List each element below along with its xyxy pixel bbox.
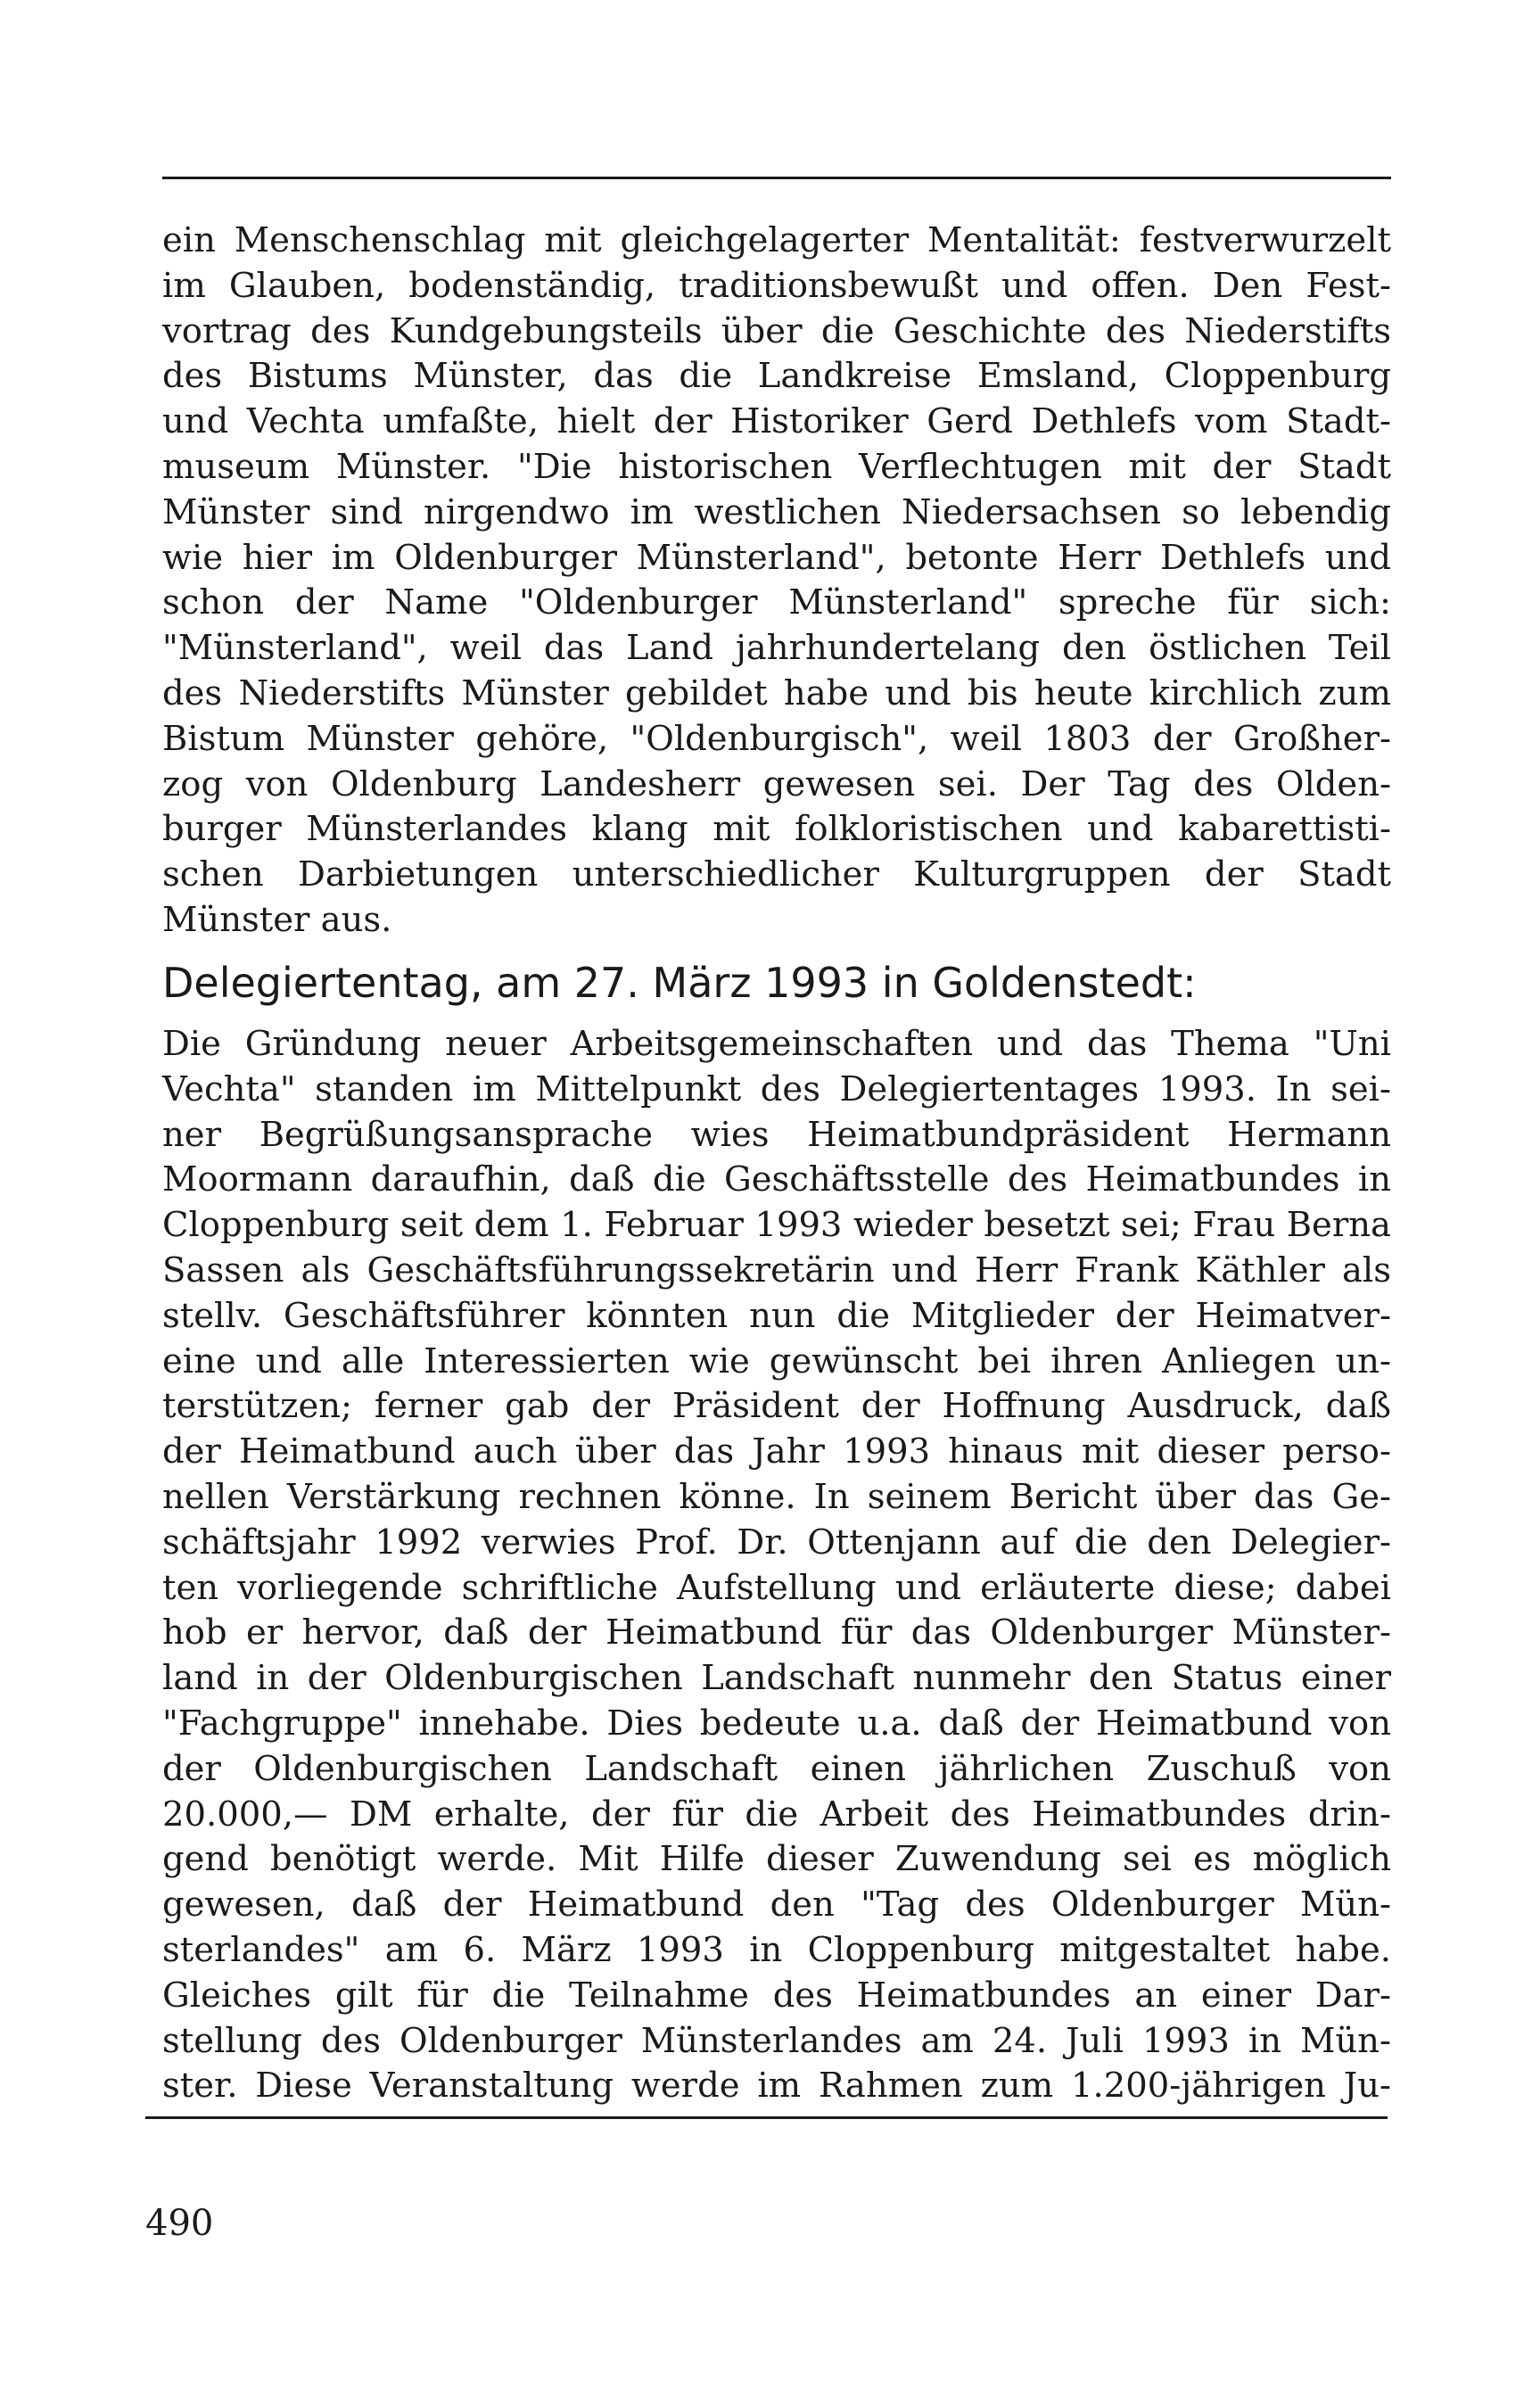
text-line: Cloppenburg seit dem 1. Februar 1993 wieder besetzt sei; Frau Berna [162,1205,1391,1246]
text-line: stellung des Oldenburger Münsterlandes am 24. Juli 1993 in Mün- [162,2020,1391,2061]
paragraph-2 [162,1022,1391,2109]
text-line: der Heimatbund auch über das Jahr 1993 hinaus mit dieser perso- [162,1431,1391,1472]
text-line: ster. Diese Veranstaltung werde im Rahmen zum 1.200-jährigen Ju- [162,2066,1391,2107]
text-line: vortrag des Kundgebungsteils über die Geschichte des Niederstifts [162,310,1391,351]
text-line: Die Gründung neuer Arbeitsgemeinschaften und das Thema "Uni [162,1024,1391,1064]
text-line: Bistum Münster gehöre, "Oldenburgisch", weil 1803 der Großher- [162,718,1391,759]
bottom-rule [145,2116,1388,2119]
text-line: wie hier im Oldenburger Münsterland", betonte Herr Dethlefs und [162,537,1391,578]
text-line: eine und alle Interessierten wie gewünscht bei ihren Anliegen un- [162,1340,1391,1381]
text-line: terstützen; ferner gab der Präsident der Hoffnung Ausdruck, daß [162,1386,1391,1427]
text-line: Gleiches gilt für die Teilnahme des Heimatbundes an einer Dar- [162,1975,1391,2016]
text-line: museum Münster. "Die historischen Verflechtugen mit der Stadt [162,446,1391,487]
text-line: ner Begrüßungsansprache wies Heimatbundpräsident Hermann [162,1114,1391,1155]
page-number: 490 [145,2203,214,2244]
text-line: der Oldenburgischen Landschaft einen jährlichen Zuschuß von [162,1748,1391,1789]
text-line: burger Münsterlandes klang mit folkloristischen und kabarettisti- [162,809,1391,850]
text-line: des Niederstifts Münster gebildet habe und bis heute kirchlich zum [162,672,1391,713]
text-line: gend benötigt werde. Mit Hilfe dieser Zuwendung sei es möglich [162,1839,1391,1880]
text-line: Moormann daraufhin, daß die Geschäftsstelle des Heimatbundes in [162,1159,1391,1200]
text-line: und Vechta umfaßte, hielt der Historiker Gerd Dethlefs vom Stadt- [162,401,1391,442]
text-line: land in der Oldenburgischen Landschaft nunmehr den Status einer [162,1658,1391,1699]
text-line: im Glauben, bodenständig, traditionsbewußt und offen. Den Fest- [162,265,1391,306]
text-line: ein Menschenschlag mit gleichgelagerter Mentalität: festverwurzelt [162,220,1391,260]
text-line: schäftsjahr 1992 verwies Prof. Dr. Ottenjann auf die den Delegier- [162,1521,1391,1563]
text-line: Münster sind nirgendwo im westlichen Niedersachsen so lebendig [162,491,1391,532]
text-line: sterlandes" am 6. März 1993 in Cloppenburg mitgestaltet habe. [162,1929,1391,1970]
text-line: gewesen, daß der Heimatbund den "Tag des Oldenburger Mün- [162,1884,1391,1926]
paragraph-1 [162,219,1391,944]
text-line: zog von Oldenburg Landesherr gewesen sei. Der Tag des Olden- [162,763,1391,804]
text-line: hob er hervor, daß der Heimatbund für das Oldenburger Münster- [162,1612,1391,1653]
text-line: 20.000,— DM erhalte, der für die Arbeit des Heimatbundes drin- [162,1794,1391,1835]
text-line: schen Darbietungen unterschiedlicher Kulturgruppen der Stadt [162,854,1391,895]
text-line: "Münsterland", weil das Land jahrhundertelang den östlichen Teil [162,628,1391,669]
text-line: des Bistums Münster, das die Landkreise Emsland, Cloppenburg [162,356,1391,397]
text-line: "Fachgruppe" innehabe. Dies bedeute u.a. daß der Heimatbund von [162,1703,1391,1744]
text-line: Sassen als Geschäftsführungssekretärin und Herr Frank Käthler als [162,1249,1391,1291]
text-line: stellv. Geschäftsführer könnten nun die Mitglieder der Heimatver- [162,1295,1391,1336]
section-heading: Delegiertentag, am 27. März 1993 in Goldenstedt: [162,959,1197,1007]
top-rule [162,177,1391,179]
text-line: nellen Verstärkung rechnen könne. In seinem Bericht über das Ge- [162,1476,1391,1517]
text-line: ten vorliegende schriftliche Aufstellung und erläuterte diese; dabei [162,1567,1391,1608]
text-line: Vechta" standen im Mittelpunkt des Delegiertentages 1993. In sei- [162,1068,1391,1109]
text-line: schon der Name "Oldenburger Münsterland" spreche für sich: [162,582,1391,623]
text-line: Münster aus. [162,899,392,940]
